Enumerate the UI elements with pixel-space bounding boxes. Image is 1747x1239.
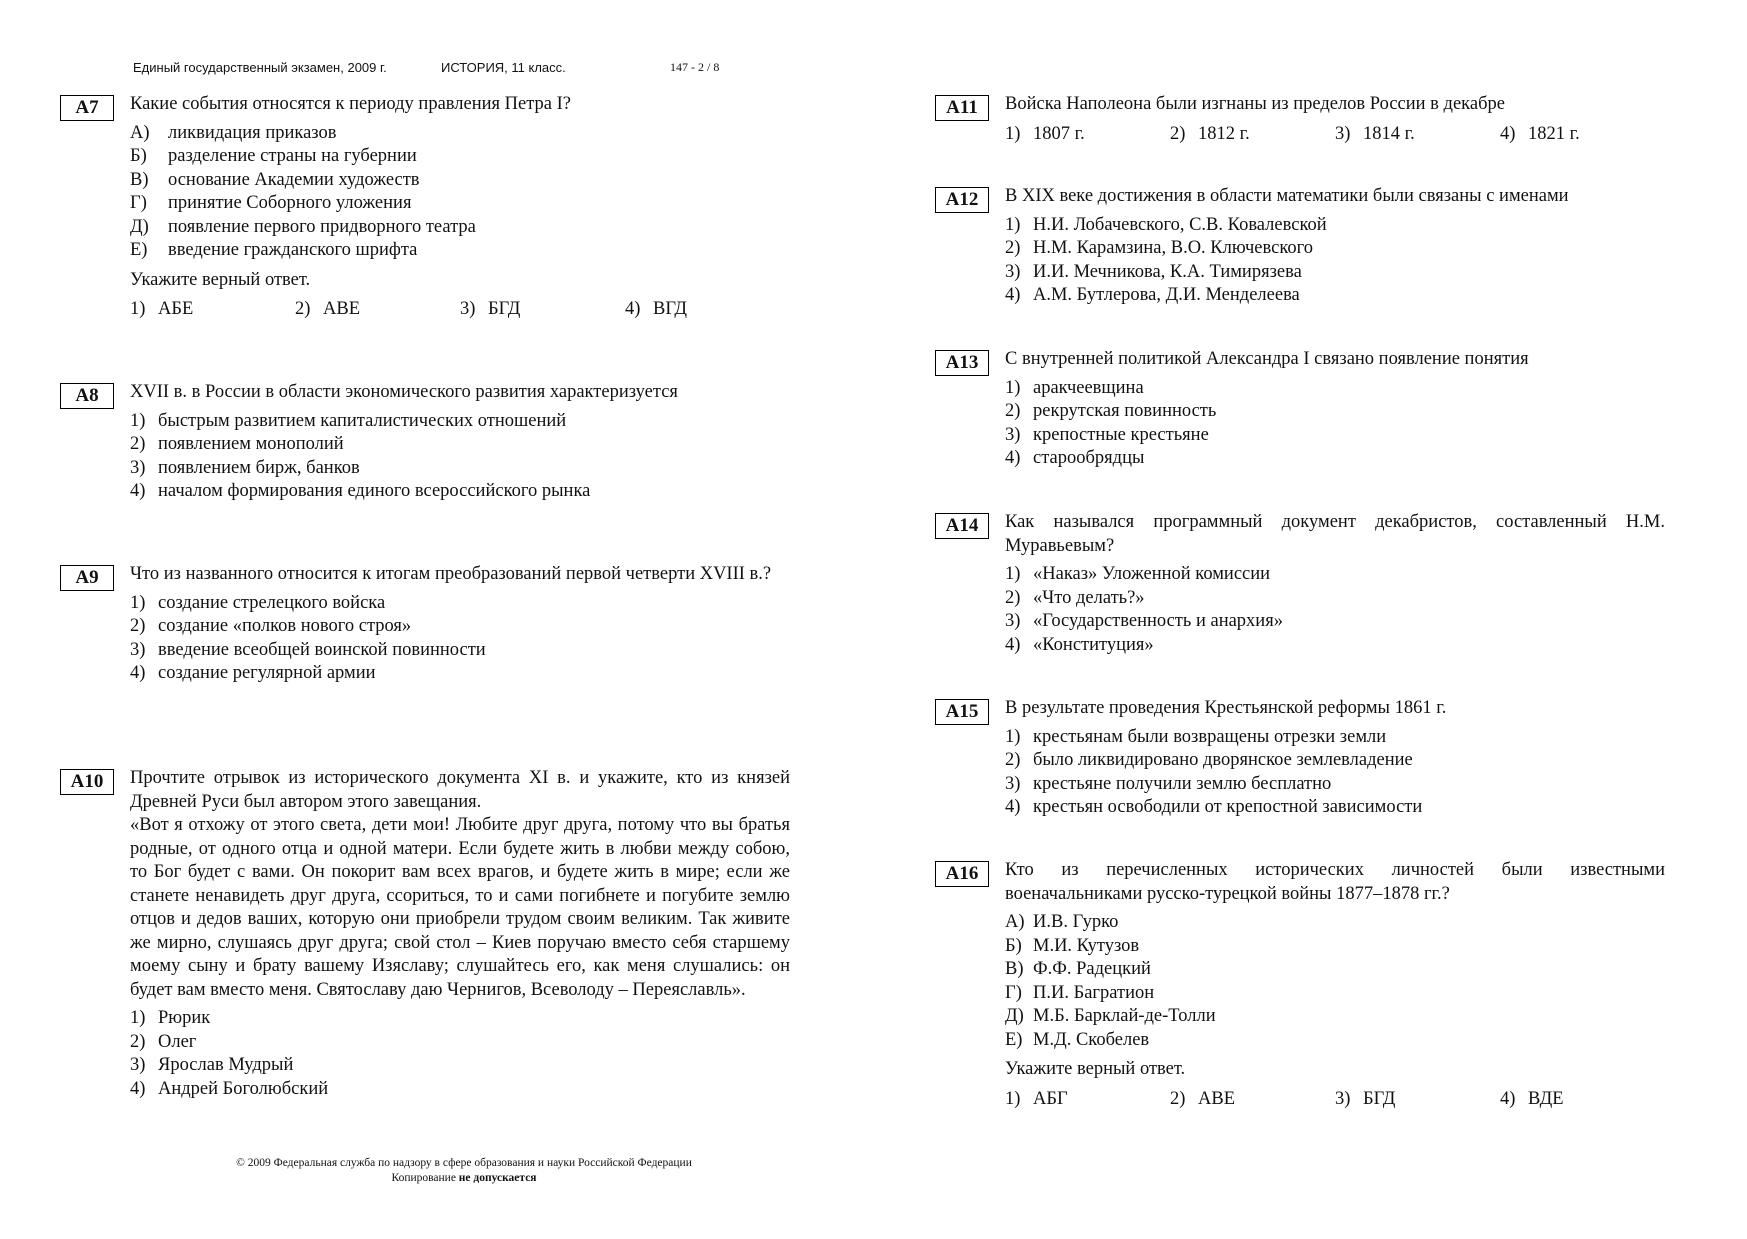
option-item: 1) крестьянам были возвращены отрезки земли <box>1005 726 1387 747</box>
answer-choice: 2) 1812 г. <box>1170 123 1250 144</box>
options <box>130 1007 790 1101</box>
options <box>1005 726 1665 820</box>
question-label: А13 <box>935 350 989 376</box>
question-stem: Войска Наполеона были изгнаны из пределов России в декабре <box>1005 94 1505 114</box>
question-label: А10 <box>60 769 114 795</box>
option-item: В) основание Академии художеств <box>130 169 420 190</box>
option-item: 4) крестьян освободили от крепостной зависимости <box>1005 797 1423 817</box>
option-item: 4) старообрядцы <box>1005 448 1145 468</box>
answer-choice: 1) 1807 г. <box>1005 123 1085 144</box>
option-item: 3) И.И. Мечникова, К.А. Тимирязева <box>1005 261 1302 282</box>
answer-choice: 1) АБЕ <box>130 299 194 319</box>
page-header <box>133 60 753 80</box>
question-label: А11 <box>935 95 989 121</box>
option-item: 3) введение всеобщей воинской повинности <box>130 639 486 660</box>
option-item: 1) создание стрелецкого войска <box>130 592 386 613</box>
exam-title: Единый государственный экзамен, 2009 г. <box>133 60 387 75</box>
options <box>1005 563 1665 657</box>
answer-choice: 4) 1821 г. <box>1500 123 1580 144</box>
answer-choice: 4) ВГД <box>625 299 688 319</box>
answer-instruction: Укажите верный ответ. <box>130 269 311 290</box>
option-item: 4) началом формирования единого всероссийского рынка <box>130 481 591 501</box>
question-stem: Что из названного относится к итогам преобразований первой четверти XVIII в.? <box>130 564 772 584</box>
answer-choice: 3) БГД <box>1335 1088 1396 1109</box>
option-item: А) ликвидация приказов <box>130 122 337 143</box>
question-stem: Какие события относятся к периоду правления Петра I? <box>130 94 571 114</box>
copyright-line: © 2009 Федеральная служба по надзору в сфере образования и науки Российской Федерации <box>236 1157 692 1169</box>
option-item: 4) А.М. Бутлерова, Д.И. Менделеева <box>1005 285 1300 305</box>
option-item: Б) разделение страны на губернии <box>130 146 417 166</box>
option-item: 4) Андрей Боголюбский <box>130 1078 329 1099</box>
option-item: Е) введение гражданского шрифта <box>130 240 418 260</box>
copy-notice: Копирование не допускается <box>391 1172 537 1184</box>
answer-choice: 2) АВЕ <box>1170 1088 1235 1109</box>
page-footer <box>180 1156 748 1186</box>
option-item: В) Ф.Ф. Радецкий <box>1005 959 1151 979</box>
option-item: Г) П.И. Багратион <box>1005 982 1155 1003</box>
option-item: 2) появлением монополий <box>130 434 344 454</box>
options <box>130 592 790 686</box>
option-item: 3) крепостные крестьяне <box>1005 424 1209 445</box>
option-item: Д) М.Б. Барклай-де-Толли <box>1005 1006 1216 1026</box>
answer-choices <box>130 298 790 322</box>
option-item: 2) создание «полков нового строя» <box>130 616 412 636</box>
option-item: 1) Рюрик <box>130 1008 211 1028</box>
option-item: 1) быстрым развитием капиталистических отношений <box>130 410 567 431</box>
option-item: 2) рекрутская повинность <box>1005 401 1217 421</box>
option-item: 3) «Государственность и анархия» <box>1005 611 1283 631</box>
option-item: Е) М.Д. Скобелев <box>1005 1029 1150 1050</box>
answer-choices <box>1005 123 1665 147</box>
question-label: А9 <box>60 565 114 591</box>
option-item: 2) Олег <box>130 1031 197 1052</box>
options <box>1005 214 1665 308</box>
option-item: 1) Н.И. Лобачевского, С.В. Ковалевской <box>1005 214 1327 235</box>
subject-title: ИСТОРИЯ, 11 класс. <box>441 60 566 75</box>
question-label: А7 <box>60 95 114 121</box>
question-label: А14 <box>935 513 989 539</box>
question-stem: С внутренней политикой Александра I связано появление понятия <box>1005 349 1529 369</box>
question-label: А15 <box>935 699 989 725</box>
option-item: 4) «Конституция» <box>1005 634 1154 655</box>
option-item: Б) М.И. Кутузов <box>1005 935 1140 956</box>
page-number: 147 - 2 / 8 <box>670 60 720 74</box>
answer-choice: 4) ВДЕ <box>1500 1088 1564 1109</box>
options <box>130 410 790 504</box>
question-stem: Как назывался программный документ декабристов, составленный Н.М. Муравьевым? <box>1005 512 1665 556</box>
answer-instruction: Укажите верный ответ. <box>1005 1059 1186 1079</box>
answer-choice: 1) АБГ <box>1005 1088 1068 1109</box>
option-item: 4) создание регулярной армии <box>130 663 376 683</box>
option-item: Д) появление первого придворного театра <box>130 216 476 237</box>
option-item: 2) было ликвидировано дворянское землевладение <box>1005 750 1413 770</box>
option-item: Г) принятие Соборного уложения <box>130 193 412 213</box>
letter-options <box>1005 911 1665 1052</box>
answer-choices <box>1005 1088 1665 1112</box>
answer-choice: 3) 1814 г. <box>1335 123 1415 144</box>
answer-choice: 2) АВЕ <box>295 299 360 319</box>
option-item: 3) появлением бирж, банков <box>130 457 360 478</box>
question-stem: В результате проведения Крестьянской реформы 1861 г. <box>1005 698 1447 718</box>
letter-options <box>130 122 790 263</box>
option-item: 1) «Наказ» Уложенной комиссии <box>1005 564 1271 584</box>
options <box>1005 377 1665 471</box>
question-label: А12 <box>935 187 989 213</box>
question-label: А8 <box>60 383 114 409</box>
option-item: 3) Ярослав Мудрый <box>130 1055 294 1075</box>
question-stem: Кто из перечисленных исторических личностей были известными военачальниками русско-турецкой войны 1877–1878 гг.? <box>1005 860 1665 904</box>
option-item: 1) аракчеевщина <box>1005 377 1144 398</box>
option-item: А) И.В. Гурко <box>1005 912 1119 932</box>
question-stem: Прочтите отрывок из исторического документа XI в. и укажите, кто из князей Древней Руси был автором этого завещания. <box>130 768 790 812</box>
answer-choice: 3) БГД <box>460 299 521 319</box>
question-label: А16 <box>935 861 989 887</box>
question-stem: В XIX веке достижения в области математики были связаны с именами <box>1005 186 1569 206</box>
option-item: 2) Н.М. Карамзина, В.О. Ключевского <box>1005 238 1314 258</box>
document-excerpt: «Вот я отхожу от этого света, дети мои! Любите друг друга, потому что вы братья родные, от одного отца и одной матери. Если будете жить в любви между собою, то Бог будет с вами. Он покорит вам всех врагов, и будете жить в мире; если же станете ненавидеть друг друга, ссориться, то и сами погибнете и погубите землю отцов и дедов ваших, которую они приобрели трудом своим великим. Так живите же мирно, слушаясь друг друга; свой стол – Киев поручаю вместо себя старшему моему сыну и брату вашему Изяславу; слушайтесь его, как меня слушались: он будет вам вместо меня. Святославу даю Чернигов, Всеволоду – Переяславль». <box>130 815 790 1000</box>
question-stem: XVII в. в России в области экономического развития характеризуется <box>130 382 678 402</box>
option-item: 2) «Что делать?» <box>1005 587 1145 608</box>
option-item: 3) крестьяне получили землю бесплатно <box>1005 773 1332 794</box>
